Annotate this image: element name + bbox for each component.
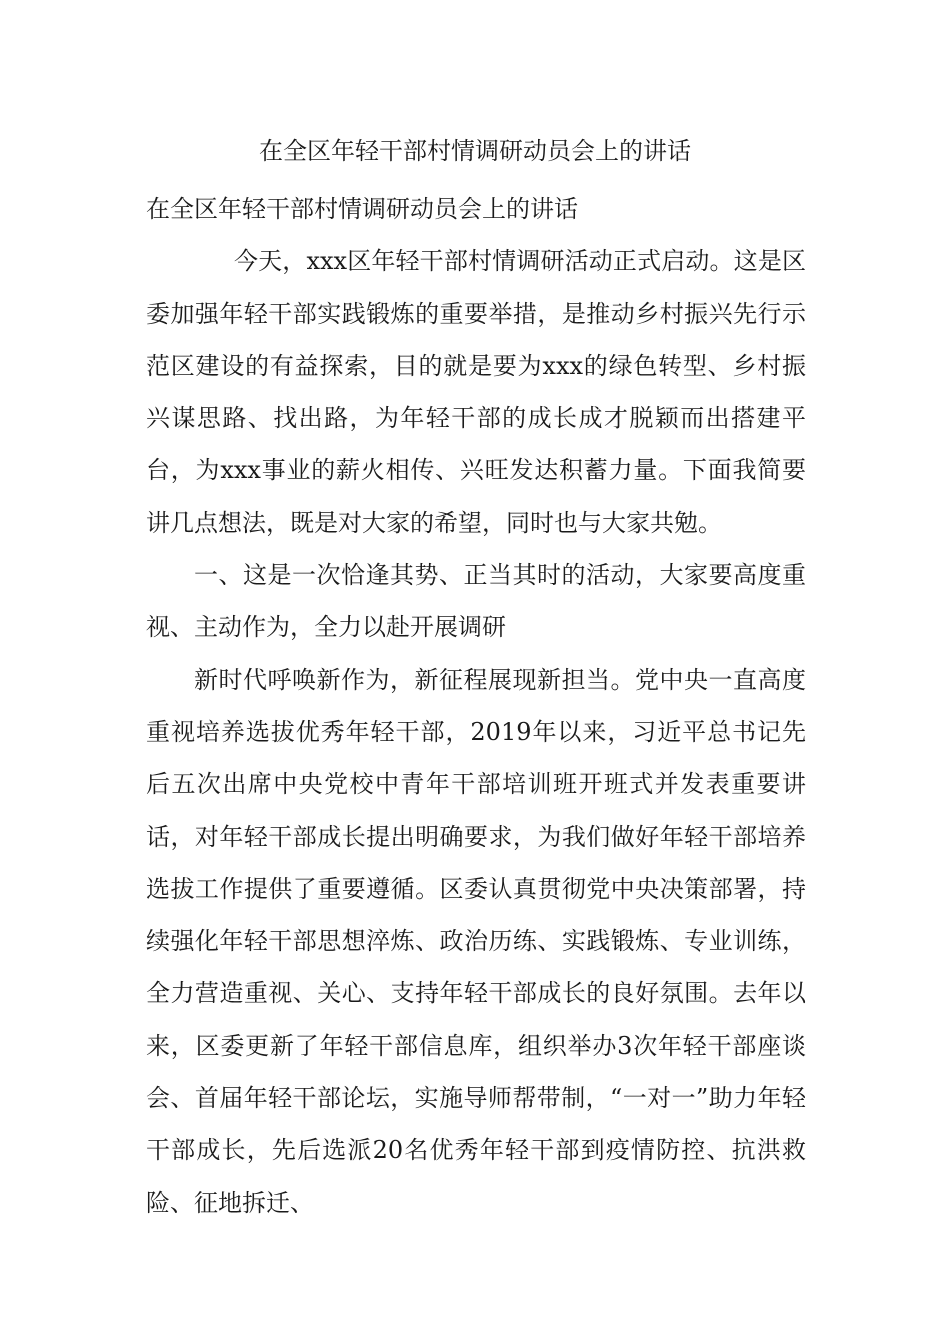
section-heading-one: 一、这是一次恰逢其势、正当其时的活动，大家要高度重视、主动作为，全力以赴开展调研 (146, 561, 806, 642)
paragraph-section-one: 新时代呼唤新作为，新征程展现新担当。党中央一直高度重视培养选拔优秀年轻干部，2019年以来，习近平总书记先后五次出席中央党校中青年干部培训班开班式并发表重要讲话，对年轻干部成长提出明确要求，为我们做好年轻干部培养选拔工作提供了重要遵循。区委认真贯彻党中央决策部署，持续强化年轻干部思想淬炼、政治历练、实践锻炼、专业训练，全力营造重视、关心、支持年轻干部成长的良好氛围。去年以来，区委更新了年轻干部信息库，组织举办3次年轻干部座谈会、首届年轻干部论坛，实施导师帮带制，“一对一”助力年轻干部成长，先后选派20名优秀年轻干部到疫情防控、抗洪救险、征地拆迁、 (146, 665, 806, 1217)
document-body (146, 183, 806, 1229)
document-subtitle: 在全区年轻干部村情调研动员会上的讲话 (146, 195, 578, 223)
document-title: 在全区年轻干部村情调研动员会上的讲话 (259, 137, 691, 165)
paragraph-opening: 今天，xxx区年轻干部村情调研活动正式启动。这是区委加强年轻干部实践锻炼的重要举措，是推动乡村振兴先行示范区建设的有益探索，目的就是要为xxx的绿色转型、乡村振兴谋思路、找出路，为年轻干部的成长成才脱颖而出搭建平台，为xxx事业的薪火相传、兴旺发达积蓄力量。下面我简要讲几点想法，既是对大家的希望，同时也与大家共勉。 (146, 247, 806, 537)
